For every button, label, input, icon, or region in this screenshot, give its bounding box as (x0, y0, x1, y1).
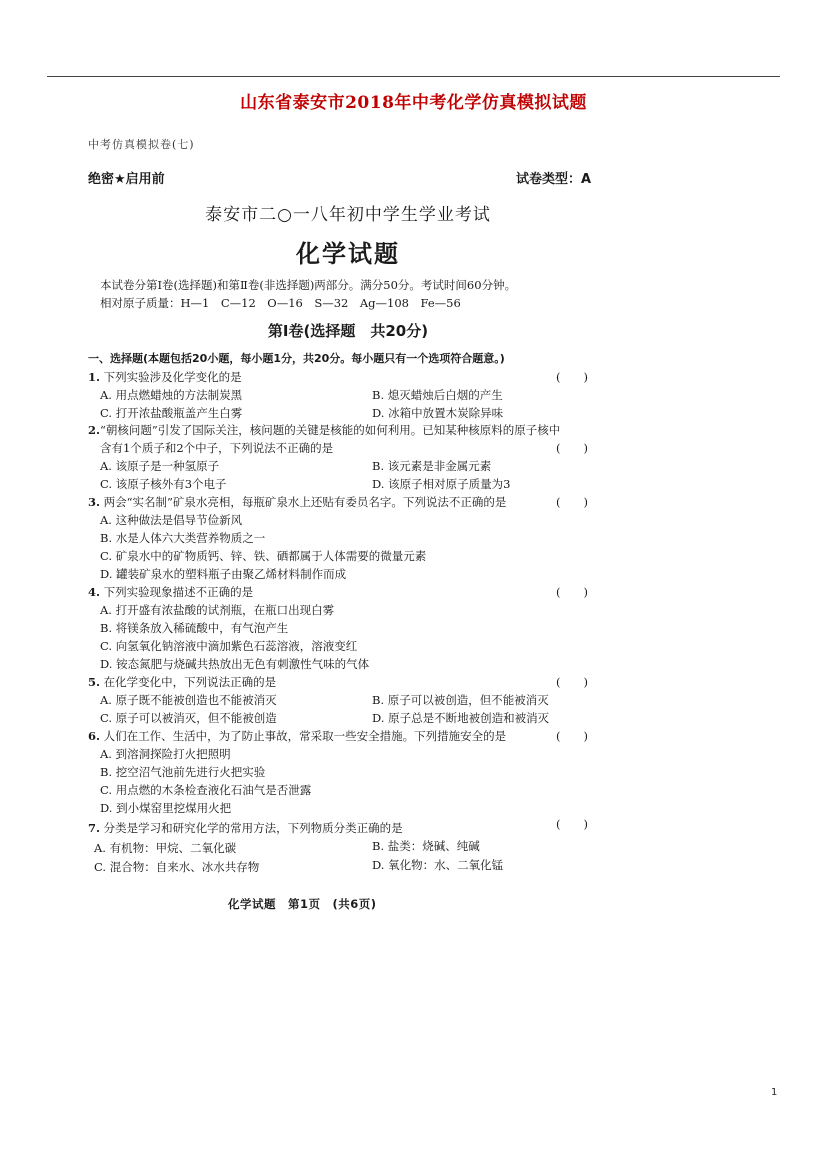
option-b: B. 水是人体六大类营养物质之一 (100, 531, 266, 545)
answer-bracket: ( ) (556, 729, 588, 743)
question-text: 在化学变化中，下列说法正确的是 (103, 675, 277, 689)
option-b: B. 该元素是非金属元素 (372, 459, 492, 473)
option-d: D. 冰箱中放置木炭除异味 (372, 406, 504, 420)
option-a: A. 有机物：甲烷、二氧化碳 (94, 841, 237, 855)
atomic-mass-line: 相对原子质量：H—1 C—12 O—16 S—32 Ag—108 Fe—56 (100, 296, 461, 310)
option-b: B. 熄灭蜡烛后白烟的产生 (372, 388, 503, 402)
question-number: 6. (88, 729, 101, 743)
option-b: B. 将镁条放入稀硫酸中，有气泡产生 (100, 621, 289, 635)
question-7 (88, 820, 403, 836)
option-b: B. 挖空沼气池前先进行火把实验 (100, 765, 266, 779)
question-text-continued: 含有1个质子和2个中子，下列说法不正确的是 (100, 441, 334, 455)
question-number: 7. (88, 821, 101, 835)
answer-bracket: ( ) (556, 585, 588, 599)
scanned-exam-page (78, 128, 618, 928)
option-a: A. 该原子是一种氢原子 (100, 459, 220, 473)
option-c: C. 用点燃的木条检查液化石油气是否泄露 (100, 783, 312, 797)
question-number: 5. (88, 675, 101, 689)
subject-title: 化学试题 (296, 240, 400, 268)
question-2 (88, 422, 560, 438)
question-5 (88, 674, 276, 690)
page-number: 1 (771, 1087, 778, 1098)
header-rule (47, 76, 780, 77)
question-number: 3. (88, 495, 101, 509)
option-d: D. 罐装矿泉水的塑料瓶子由聚乙烯材料制作而成 (100, 567, 347, 581)
option-d: D. 氧化物：水、二氧化锰 (372, 858, 504, 872)
question-1 (88, 369, 242, 385)
option-c: C. 打开浓盐酸瓶盖产生白雾 (100, 406, 243, 420)
option-b: B. 盐类：烧碱、纯碱 (372, 839, 480, 853)
option-c: C. 该原子核外有3个电子 (100, 477, 227, 491)
paper-type-label: 试卷类型：A (516, 172, 592, 187)
option-c: C. 矿泉水中的矿物质钙、锌、铁、硒都属于人体需要的微量元素 (100, 549, 427, 563)
option-d: D. 到小煤窑里挖煤用火把 (100, 801, 232, 815)
option-a: A. 打开盛有浓盐酸的试剂瓶，在瓶口出现白雾 (100, 603, 335, 617)
answer-bracket: ( ) (556, 370, 588, 384)
question-text: 分类是学习和研究化学的常用方法，下列物质分类正确的是 (103, 821, 403, 835)
exam-title: 泰安市二○一八年初中学生学业考试 (205, 205, 491, 225)
document-title: 山东省泰安市2018年中考化学仿真模拟试题 (240, 93, 587, 113)
option-d: D. 该原子相对原子质量为3 (372, 477, 511, 491)
question-6 (88, 728, 506, 744)
option-c: C. 原子可以被消灭，但不能被创造 (100, 711, 277, 725)
option-a: A. 用点燃蜡烛的方法制炭黑 (100, 388, 243, 402)
option-a: A. 这种做法是倡导节俭新风 (100, 513, 243, 527)
question-4 (88, 584, 253, 600)
question-text: 下列实验涉及化学变化的是 (103, 370, 242, 384)
question-text: 人们在工作、生活中，为了防止事故，常采取一些安全措施。下列措施安全的是 (103, 729, 507, 743)
question-text: 下列实验现象描述不正确的是 (103, 585, 254, 599)
option-c: C. 混合物：自来水、冰水共存物 (94, 860, 260, 874)
option-a: A. 原子既不能被创造也不能被消灭 (100, 693, 277, 707)
option-c: C. 向氢氧化钠溶液中滴加紫色石蕊溶液，溶液变红 (100, 639, 358, 653)
secret-label: 绝密★启用前 (88, 172, 165, 187)
option-d: D. 原子总是不断地被创造和被消灭 (372, 711, 550, 725)
section-title: 一、选择题(本题包括20小题，每小题1分，共20分。每小题只有一个选项符合题意。) (88, 352, 505, 365)
question-number: 2. (88, 423, 101, 437)
scan-page-footer: 化学试题 第1页 (共6页) (228, 897, 377, 911)
part-title: 第Ⅰ卷(选择题 共20分) (267, 322, 429, 340)
option-a: A. 到溶洞探险打火把照明 (100, 747, 231, 761)
option-b: B. 原子可以被创造，但不能被消灭 (372, 693, 549, 707)
question-number: 1. (88, 370, 101, 384)
option-d: D. 铵态氮肥与烧碱共热放出无色有刺激性气味的气体 (100, 657, 370, 671)
answer-bracket: ( ) (556, 817, 588, 831)
answer-bracket: ( ) (556, 675, 588, 689)
answer-bracket: ( ) (556, 495, 588, 509)
exam-intro-line: 本试卷分第Ⅰ卷(选择题)和第Ⅱ卷(非选择题)两部分。满分50分。考试时间60分钟。 (100, 278, 517, 292)
series-label: 中考仿真模拟卷(七) (88, 138, 195, 151)
answer-bracket: ( ) (556, 441, 588, 455)
question-text: 两会“实名制”矿泉水亮相，每瓶矿泉水上还贴有委员名字。下列说法不正确的是 (103, 495, 507, 509)
question-3 (88, 494, 506, 510)
question-text: “朝核问题”引发了国际关注，核问题的关键是核能的如何利用。已知某种核原料的原子核中 (100, 423, 561, 437)
question-number: 4. (88, 585, 101, 599)
